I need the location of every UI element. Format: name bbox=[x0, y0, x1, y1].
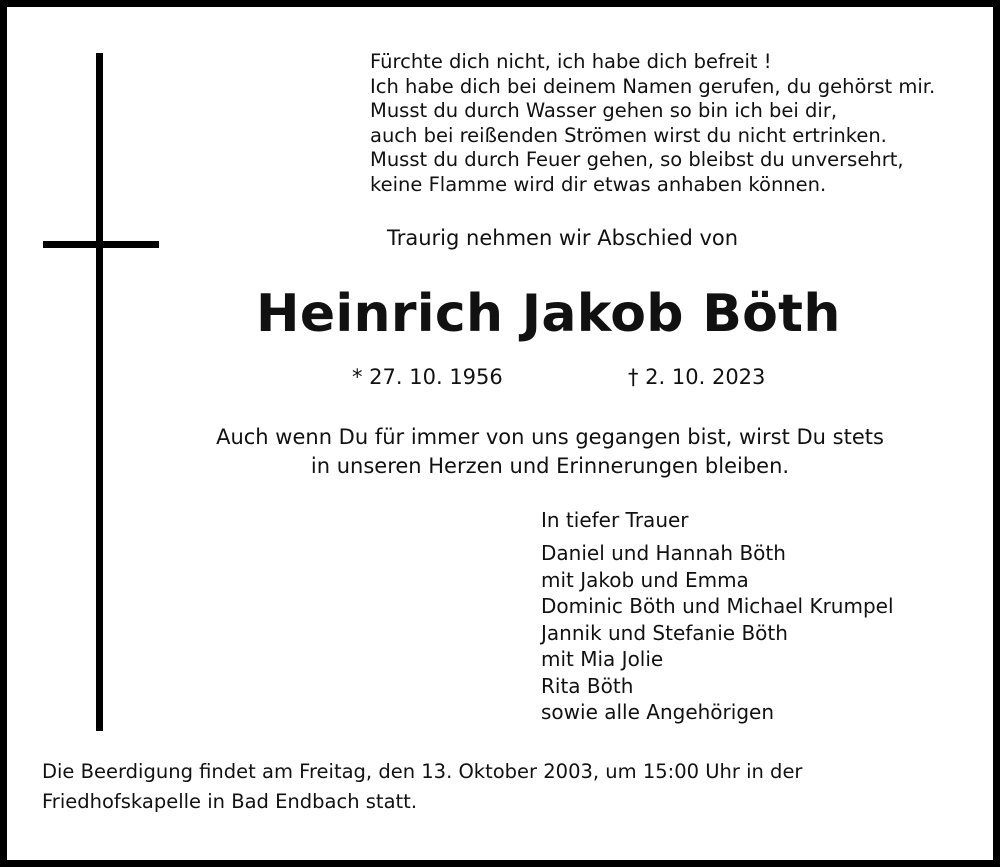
death-date: † 2. 10. 2023 bbox=[628, 365, 766, 389]
verse-line: keine Flamme wird dir etwas anhaben können. bbox=[370, 172, 827, 196]
mourner-line: Dominic Böth und Michael Krumpel bbox=[541, 594, 894, 618]
verse-line: auch bei reißenden Strömen wirst du nicht ertrinken. bbox=[370, 123, 887, 147]
funeral-line: Friedhofskapelle in Bad Endbach statt. bbox=[42, 790, 418, 813]
mourner-line: Jannik und Stefanie Böth bbox=[541, 620, 788, 645]
verse-line: Musst du durch Wasser gehen so bin ich bei dir, bbox=[370, 99, 838, 123]
memorial-line: in unseren Herzen und Erinnerungen bleiben. bbox=[310, 454, 790, 478]
farewell-intro: Traurig nehmen wir Abschied von bbox=[387, 226, 739, 250]
cross-vertical-bar bbox=[96, 53, 103, 731]
cross-horizontal-bar bbox=[43, 241, 159, 248]
funeral-line: Die Beerdigung findet am Freitag, den 13. Oktober 2003, um 15:00 Uhr in der bbox=[42, 760, 803, 783]
mourners-list bbox=[541, 540, 894, 726]
verse-line: Fürchte dich nicht, ich habe dich befreit ! bbox=[370, 50, 772, 73]
mourner-line: Rita Böth bbox=[541, 673, 634, 698]
verse-line: Ich habe dich bei deinem Namen gerufen, du gehörst mir. bbox=[370, 74, 936, 98]
mourning-heading: In tiefer Trauer bbox=[541, 508, 689, 532]
deceased-name: Heinrich Jakob Böth bbox=[256, 284, 841, 344]
verse-line: Musst du durch Feuer gehen, so bleibst du unversehrt, bbox=[370, 148, 904, 172]
funeral-notice bbox=[42, 757, 802, 817]
birth-date: * 27. 10. 1956 bbox=[352, 365, 503, 389]
memorial-line: Auch wenn Du für immer von uns gegangen bist, wirst Du stets bbox=[216, 425, 884, 449]
mourner-line: mit Jakob und Emma bbox=[541, 567, 749, 592]
mourner-line: mit Mia Jolie bbox=[541, 647, 664, 671]
mourner-line: sowie alle Angehörigen bbox=[541, 700, 774, 724]
bible-verse bbox=[370, 50, 990, 198]
memorial-message bbox=[140, 423, 960, 481]
mourner-line: Daniel und Hannah Böth bbox=[541, 541, 786, 565]
